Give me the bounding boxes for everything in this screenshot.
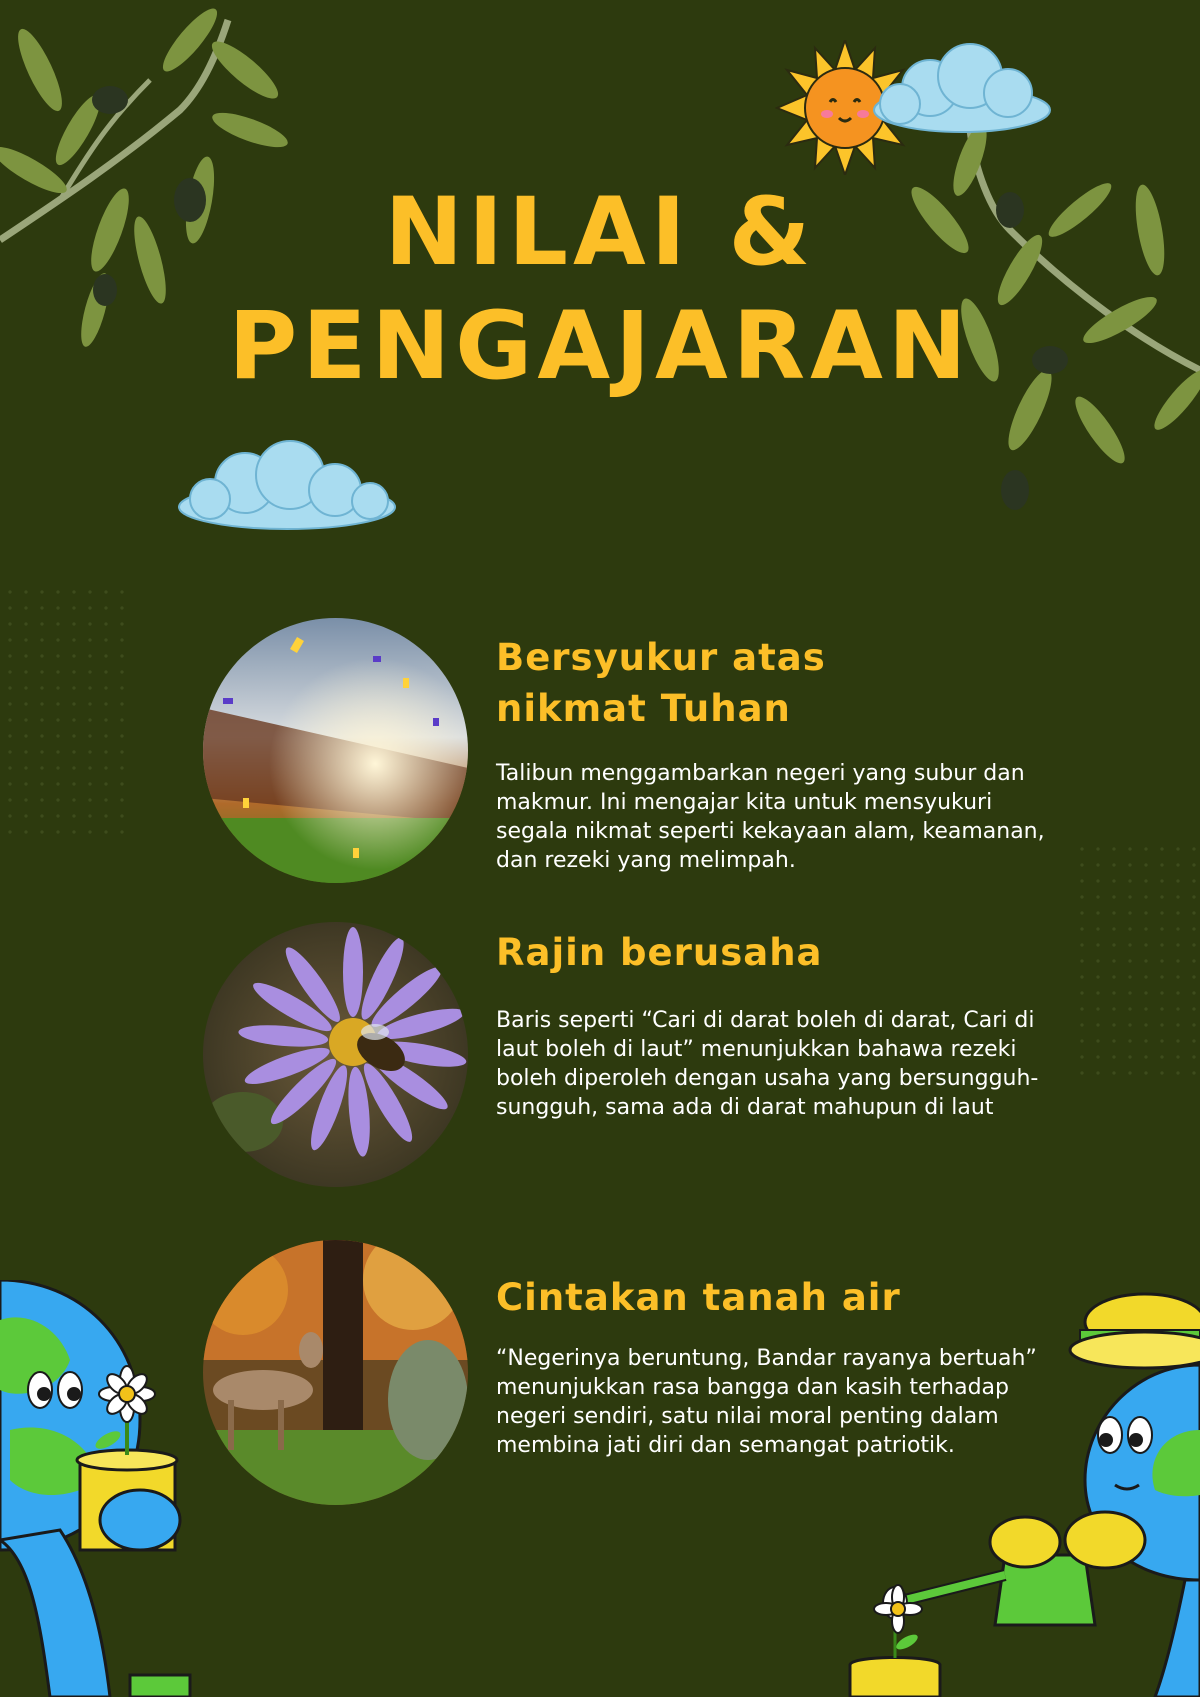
bee-on-purple-flower-photo <box>203 922 468 1187</box>
dot-pattern-left <box>6 588 126 838</box>
earth-character-with-flower-pot-icon <box>0 1280 205 1697</box>
section-1-heading-line-1: Bersyukur atas <box>496 636 826 679</box>
deer-in-autumn-forest-photo <box>203 1240 468 1505</box>
section-3-body: “Negerinya beruntung, Bandar rayanya bertuah” menunjukkan rasa bangga dan kasih terhadap negeri sendiri, satu nilai moral penting dalam membina jati diri dan semangat patriotik. <box>496 1346 1037 1458</box>
section-1-body: Talibun menggambarkan negeri yang subur dan makmur. Ini mengajar kita untuk mensyukuri segala nikmat seperti kekayaan alam, keamanan, dan rezeki yang melimpah. <box>496 761 1045 873</box>
cloud-left-icon <box>175 435 400 535</box>
stadium-confetti-photo <box>203 618 468 883</box>
section-1-heading <box>496 632 826 734</box>
section-3-heading: Cintakan tanah air <box>496 1276 901 1319</box>
page-title-line-1: NILAI & <box>384 178 816 287</box>
section-2-heading: Rajin berusaha <box>496 931 823 974</box>
page-title-line-2: PENGAJARAN <box>228 292 972 401</box>
section-2-body: Baris seperti “Cari di darat boleh di darat, Cari di laut boleh di laut” menunjukkan bahawa rezeki boleh diperoleh dengan usaha yang bersungguh-sungguh, sama ada di darat mahupun di laut <box>496 1008 1039 1120</box>
section-1-heading-line-2: nikmat Tuhan <box>496 687 791 730</box>
dot-pattern-right <box>1078 845 1200 1085</box>
earth-character-with-watering-can-icon <box>845 1280 1200 1697</box>
cloud-top-right-icon <box>870 38 1055 138</box>
